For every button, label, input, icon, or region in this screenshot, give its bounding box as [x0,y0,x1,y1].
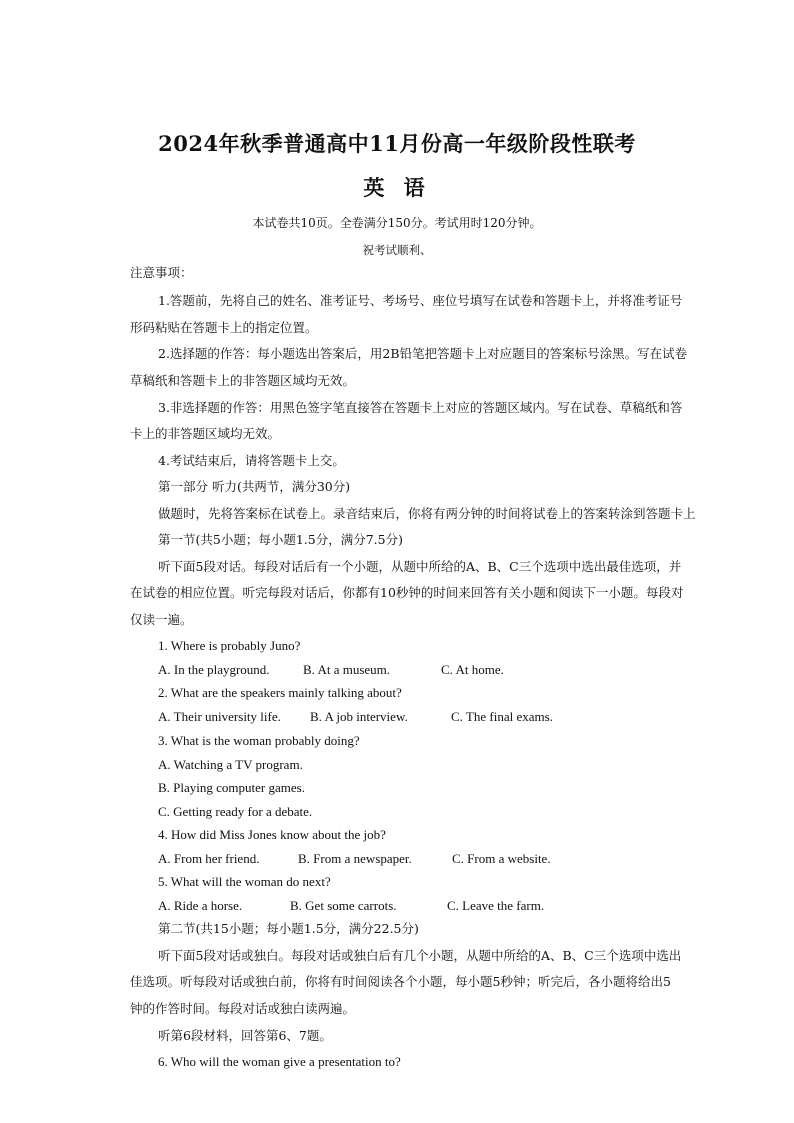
question-5-option-a: A. Ride a horse. [158,898,243,913]
part1-heading: 第一部分 听力(共两节，满分30分) [158,479,351,494]
question-3-option-a: A. Watching a TV program. [158,757,303,772]
note-1-line-1: 1.答题前，先将自己的姓名、准考证号、考场号、座位号填写在试卷和答题卡上，并将准考证号 [158,293,683,308]
question-5: 5. What will the woman do next? [158,874,331,889]
question-3: 3. What is the woman probably doing? [158,733,360,748]
note-3-line-1: 3.非选择题的作答：用黑色签字笔直接答在答题卡上对应的答题区域内。写在试卷、草稿纸和答 [158,400,683,415]
question-2-option-a: A. Their university life. [158,709,281,724]
material-6-heading: 听第6段材料，回答第6、7题。 [158,1028,332,1043]
notes-heading: 注意事项： [130,265,193,280]
note-2-line-1: 2.选择题的作答：每小题选出答案后，用2B铅笔把答题卡上对应题目的答案标号涂黑。写在试卷 [158,346,688,361]
section2-instructions-line-1: 听下面5段对话或独白。每段对话或独白后有几个小题，从题中所给的A、B、C三个选项中选出 [158,948,682,963]
exam-wish: 祝考试顺利、 [362,243,432,257]
note-3-line-2: 卡上的非答题区域均无效。 [130,426,281,441]
section2-instructions-line-2: 佳选项。听每段对话或独白前，你将有时间阅读各个小题，每小题5秒钟；听完后，各小题将给出5 [130,974,671,989]
note-1-line-2: 形码粘贴在答题卡上的指定位置。 [130,320,318,335]
question-4-option-c: C. From a website. [452,851,551,866]
question-4: 4. How did Miss Jones know about the job? [158,827,386,842]
question-2-option-b: B. A job interview. [310,709,408,724]
question-5-option-c: C. Leave the farm. [447,898,545,913]
question-4-option-a: A. From her friend. [158,851,260,866]
part1-intro: 做题时，先将答案标在试卷上。录音结束后，你将有两分钟的时间将试卷上的答案转涂到答题卡上 [158,506,696,521]
question-2-option-c: C. The final exams. [451,709,553,724]
question-4-option-b: B. From a newspaper. [298,851,412,866]
question-3-option-b: B. Playing computer games. [158,780,305,795]
question-6: 6. Who will the woman give a presentation to? [158,1054,401,1069]
note-4: 4.考试结束后，请将答题卡上交。 [158,453,345,468]
exam-info: 本试卷共10页。全卷满分150分。考试用时120分钟。 [252,216,542,230]
question-5-option-b: B. Get some carrots. [290,898,397,913]
note-2-line-2: 草稿纸和答题卡上的非答题区域均无效。 [130,373,356,388]
question-1-option-c: C. At home. [441,662,504,677]
section2-instructions-line-3: 钟的作答时间。每段对话或独白读两遍。 [130,1001,356,1016]
section1-instructions-line-3: 仅读一遍。 [130,612,193,627]
question-1: 1. Where is probably Juno? [158,638,301,653]
subject-title: 英 语 [363,175,431,200]
section1-instructions-line-1: 听下面5段对话。每段对话后有一个小题，从题中所给的A、B、C三个选项中选出最佳选项，并 [158,559,682,574]
question-1-option-b: B. At a museum. [303,662,391,677]
question-2: 2. What are the speakers mainly talking about? [158,685,402,700]
exam-title: 2024年秋季普通高中11月份高一年级阶段性联考 [158,131,636,156]
section1-heading: 第一节(共5小题；每小题1.5分，满分7.5分) [158,532,403,547]
question-3-option-c: C. Getting ready for a debate. [158,804,313,819]
section1-instructions-line-2: 在试卷的相应位置。听完每段对话后，你都有10秒钟的时间来回答有关小题和阅读下一小题。每段对 [130,585,684,600]
question-1-option-a: A. In the playground. [158,662,270,677]
section2-heading: 第二节(共15小题；每小题1.5分，满分22.5分) [158,921,419,936]
